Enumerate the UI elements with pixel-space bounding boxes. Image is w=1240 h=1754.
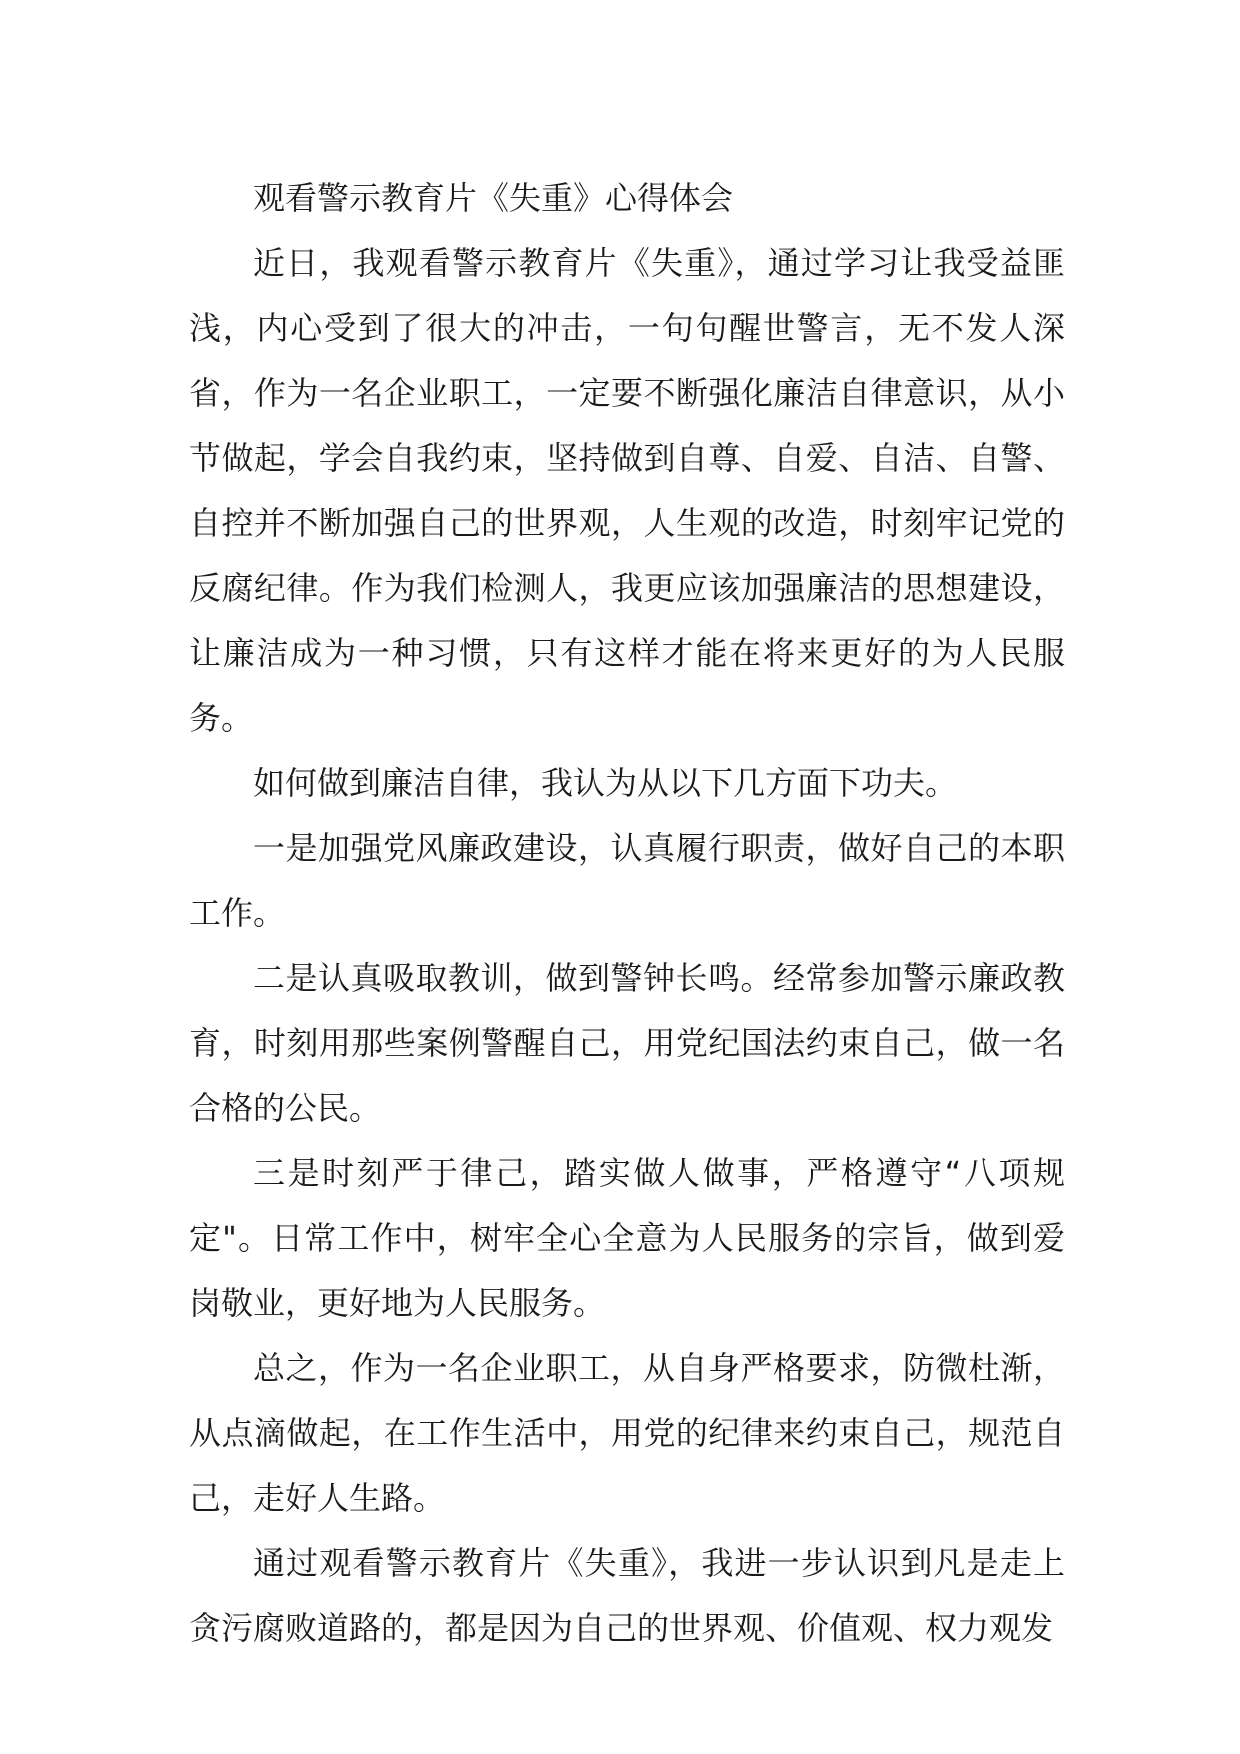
document-page xyxy=(189,166,1065,1661)
paragraph-conclusion: 通过观看警示教育片《失重》，我进一步认识到凡是走上贪污腐败道路的，都是因为自己的世界观、价值观、权力观发 xyxy=(189,1544,1065,1647)
paragraph-intro: 近日，我观看警示教育片《失重》，通过学习让我受益匪浅，内心受到了很大的冲击，一句句醒世警言，无不发人深省，作为一名企业职工，一定要不断强化廉洁自律意识，从小节做起，学会自我约束，坚持做到自尊、自爱、自洁、自警、自控并不断加强自己的世界观，人生观的改造，时刻牢记党的反腐纪律。作为我们检测人，我更应该加强廉洁的思想建设，让廉洁成为一种习惯，只有这样才能在将来更好的为人民服务。 xyxy=(189,244,1065,737)
paragraph-point-two: 二是认真吸取教训，做到警钟长鸣。经常参加警示廉政教育，时刻用那些案例警醒自己，用党纪国法约束自己，做一名合格的公民。 xyxy=(189,959,1065,1127)
paragraph-how-to: 如何做到廉洁自律，我认为从以下几方面下功夫。 xyxy=(253,764,958,802)
paragraph-summary: 总之，作为一名企业职工，从自身严格要求，防微杜渐，从点滴做起，在工作生活中，用党的纪律来约束自己，规范自己，走好人生路。 xyxy=(189,1349,1065,1517)
document-title: 观看警示教育片《失重》心得体会 xyxy=(253,179,734,217)
paragraph-point-three: 三是时刻严于律己，踏实做人做事，严格遵守“八项规定"。日常工作中，树牢全心全意为人民服务的宗旨，做到爱岗敬业，更好地为人民服务。 xyxy=(189,1154,1065,1322)
paragraph-point-one: 一是加强党风廉政建设，认真履行职责，做好自己的本职工作。 xyxy=(189,829,1065,932)
